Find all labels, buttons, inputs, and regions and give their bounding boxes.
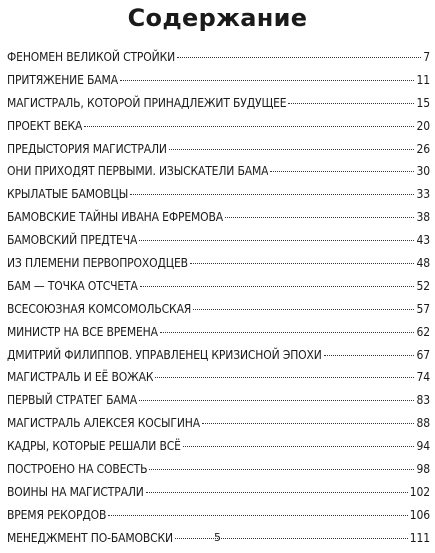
toc-entry	[7, 118, 430, 141]
toc-entry-page: 30	[416, 164, 430, 179]
toc-leader-dots	[190, 263, 415, 264]
toc-leader-dots	[270, 171, 414, 172]
toc-entry-page: 38	[416, 210, 430, 225]
toc-leader-dots	[146, 492, 408, 493]
toc-leader-dots	[139, 240, 414, 241]
toc-entry-page: 43	[416, 233, 430, 248]
toc-entry-title: ВСЕСОЮЗНАЯ КОМСОМОЛЬСКАЯ	[7, 301, 192, 316]
toc-leader-dots	[324, 355, 415, 356]
toc-leader-dots	[140, 286, 415, 287]
toc-entry-title: ФЕНОМЕН ВЕЛИКОЙ СТРОЙКИ	[7, 50, 176, 64]
toc-entry-title: ПОСТРОЕНО НА СОВЕСТЬ	[7, 462, 148, 477]
toc-entry-title: ИЗ ПЛЕМЕНИ ПЕРВОПРОХОДЦЕВ	[7, 256, 188, 271]
toc-entry	[7, 461, 430, 484]
toc-entry	[7, 209, 430, 232]
toc-entry-title: ПРОЕКТ ВЕКА	[7, 118, 83, 133]
toc-entry	[7, 484, 430, 507]
toc-entry	[7, 392, 430, 415]
toc-entry-page: 106	[409, 507, 430, 522]
toc-entry-page: 33	[416, 187, 430, 202]
toc-entry-page: 67	[416, 347, 430, 362]
toc-entry-page: 111	[409, 530, 430, 545]
toc-leader-dots	[177, 57, 421, 58]
toc-entry-title: МИНИСТР НА ВСЕ ВРЕМЕНА	[7, 324, 158, 339]
toc-entry-title: БАМОВСКИЙ ПРЕДТЕЧА	[7, 233, 138, 248]
toc-entry	[7, 49, 430, 72]
toc-entry-page: 57	[416, 301, 430, 316]
toc-entry-page: 83	[416, 393, 430, 408]
toc-entry	[7, 141, 430, 164]
toc-entry-title: ДМИТРИЙ ФИЛИППОВ. УПРАВЛЕНЕЦ КРИЗИСНОЙ ЭПОХИ	[7, 347, 322, 362]
toc-entry-page: 94	[416, 439, 430, 454]
toc-leader-dots	[193, 309, 414, 310]
toc-entry-title: БАМОВСКИЕ ТАЙНЫ ИВАНА ЕФРЕМОВА	[7, 210, 224, 225]
toc-entry-page: 15	[416, 95, 430, 110]
toc-entry-title: БАМ — ТОЧКА ОТСЧЕТА	[7, 278, 138, 293]
toc-entry	[7, 347, 430, 370]
toc-leader-dots	[130, 194, 414, 195]
toc-entry-title: ВРЕМЯ РЕКОРДОВ	[7, 507, 107, 522]
toc-entry-page: 98	[416, 462, 430, 477]
toc-entry-page: 74	[416, 370, 430, 385]
toc-entry-page: 11	[416, 72, 430, 87]
page-title: Содержание	[127, 4, 308, 32]
toc-leader-dots	[225, 217, 414, 218]
toc-entry	[7, 163, 430, 186]
toc-entry-page: 26	[416, 141, 430, 156]
toc-leader-dots	[288, 103, 414, 104]
toc-entry-title: ПРИТЯЖЕНИЕ БАМА	[7, 72, 118, 87]
toc-entry	[7, 278, 430, 301]
toc-entry-page: 48	[416, 256, 430, 271]
toc-entry-title: МЕНЕДЖМЕНТ ПО-БАМОВСКИ	[7, 530, 173, 545]
toc-entry-page: 20	[416, 118, 430, 133]
toc-entry	[7, 324, 430, 347]
toc-leader-dots	[108, 515, 407, 516]
toc-leader-dots	[139, 400, 414, 401]
toc-entry	[7, 72, 430, 95]
toc-entry-title: МАГИСТРАЛЬ, КОТОРОЙ ПРИНАДЛЕЖИТ БУДУЩЕЕ	[7, 95, 287, 110]
toc-entry-page: 7	[423, 50, 430, 64]
toc-entry-title: ПРЕДЫСТОРИЯ МАГИСТРАЛИ	[7, 141, 167, 156]
toc-leader-dots	[160, 332, 415, 333]
toc-entry-title: ПЕРВЫЙ СТРАТЕГ БАМА	[7, 393, 137, 408]
toc-entry-page: 88	[416, 416, 430, 431]
toc-entry-page: 102	[409, 484, 430, 499]
toc-entry	[7, 301, 430, 324]
toc-entry-title: КРЫЛАТЫЕ БАМОВЦЫ	[7, 187, 129, 202]
page-number: 5	[214, 531, 221, 544]
toc-entry-title: КАДРЫ, КОТОРЫЕ РЕШАЛИ ВСЁ	[7, 439, 181, 454]
toc-entry-title: ВОИНЫ НА МАГИСТРАЛИ	[7, 484, 144, 499]
toc-leader-dots	[84, 126, 414, 127]
toc-entry-title: МАГИСТРАЛЬ И ЕЁ ВОЖАК	[7, 370, 154, 385]
toc-entry	[7, 438, 430, 461]
table-of-contents	[7, 49, 430, 553]
toc-entry-page: 52	[416, 278, 430, 293]
toc-leader-dots	[149, 469, 414, 470]
toc-entry	[7, 232, 430, 255]
toc-entry	[7, 507, 430, 530]
toc-entry	[7, 186, 430, 209]
toc-entry	[7, 369, 430, 392]
toc-leader-dots	[202, 423, 414, 424]
toc-leader-dots	[155, 377, 414, 378]
toc-entry-page: 62	[416, 324, 430, 339]
toc-leader-dots	[183, 446, 415, 447]
toc-entry	[7, 255, 430, 278]
toc-leader-dots	[120, 80, 415, 81]
toc-entry-title: МАГИСТРАЛЬ АЛЕКСЕЯ КОСЫГИНА	[7, 416, 200, 431]
toc-entry	[7, 415, 430, 438]
toc-entry-title: ОНИ ПРИХОДЯТ ПЕРВЫМИ. ИЗЫСКАТЕЛИ БАМА	[7, 164, 269, 179]
toc-leader-dots	[169, 149, 415, 150]
toc-entry	[7, 95, 430, 118]
